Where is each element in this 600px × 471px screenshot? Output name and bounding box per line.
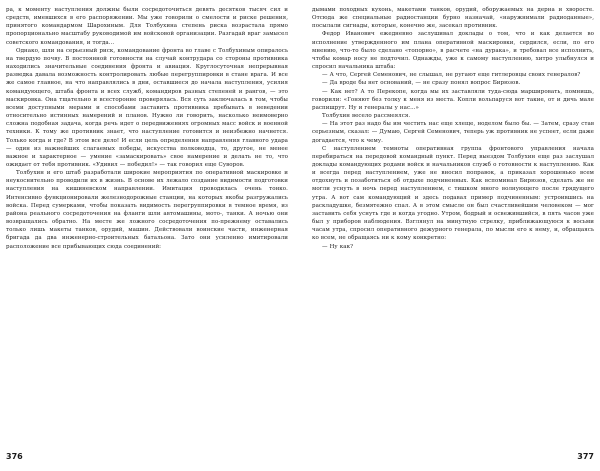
paragraph: дымами походных кухонь, макетами танков, орудий, оборужаемых на дерна и хворосте. Отсюда же специальные радиостанции бурно назначай, «наружнимали радиоданные», посылали сигнады, которые, конечно же, засекал противник.	[312, 7, 594, 30]
paragraph: С наступлением темноты оперативная группа фронтового управления начала перебираться на передовой командный пункт. Перед выездом Толбухин еще раз заслушал доклады командующих родами войск и начальников служб о готовности к наступлению. Как и всегда перед наступлением, уже не вносил поправок, а приказал хорошенько всем отдохнуть и позаботиться об отдыхе подчиненных. Как вспоминал Бирюзов, сделать же не могли уснуть в ночь перед наступлением, с тишком много волнующего после грядущего утра. А вот сам командующий и здесь подавал пример подчиненным: устроившись на раскладушке, безмятежно спал. А в этом смысле он был счастливейшим человеком — мог заставить себя уснуть где и когда угодно. Утром, бодрый и освежившийся, в пять часов уже был у приборов наблюдения. Взглянул на минутную стрелку, приближающуюся к восьми часам утра, спросил оперативного дежурного генерала, по мысли его к нему, и, обращаясь ко всем, не обращаясь ни к кому конкретно:	[312, 145, 594, 242]
paragraph: Толбухин и его штаб разработали широкие мероприятия по оперативной маскировке и неукоснительно проводили их в жизнь. В основе их лежало создание видимости подготовки наступления на кишиневском направлении. Имитация проводилась очень тонко. Интенсивно функционировали железнодорожные станции, на которых якобы разгружались войска. Перед сумерками, чтобы показать видимость перегруппировки в темное время, из района реального сосредоточения на фланги шли автомашины, мото-, танки. А ночью они возвращались обратно. На месте же ложного сосредоточения по-прежнему оставались только лишь макеты танков, орудий, машин. Действовали воинские части, инженерная бригада да два инженерно-строительных батальона. Зато они усиленно имитировали расположение все прибывающих сюда соединений:	[6, 170, 288, 250]
page-number: 376	[6, 452, 23, 461]
right-page-body	[312, 6, 594, 251]
paragraph: — Как нет? А то Перекопе, когда мы их заставляли туда-сюда маршировать, помнишь, говорили: «Гоняют без толку к меня из места. Копли вольпаруся вот такие, от и дичь мале распишрут. Ну и генералы у нас...»	[312, 88, 594, 111]
right-page	[312, 6, 594, 461]
paragraph: Толбухин весело рассмеялся.	[322, 113, 411, 120]
paragraph: ра, к моменту наступления должны были сосредоточиться девять десятков тысяч сил и средств, имевшихся в его распоряжении. Мы уже говорили о смелости и риске решения, принятого командармом Шарохиным. Для Толбухина степень риска возрастала прямо пропорционально масштабу руководимой им войсковой организации. Разгадай враг замысел советского командования, и тогда...	[6, 7, 288, 46]
left-page	[6, 6, 288, 461]
paragraph: — Ну как?	[322, 243, 354, 250]
paragraph: Однако, шли на серьезный риск, командование фронта во главе с Толбухиным опиралось на твердую почву. В постоянной готовности на случай контрудара со стороны противника находились значительные соединения фронта и авиация. Круглосуточная непрерывная разведка давала возможность контролировать любые перегруппировки в стане врага. И все же самое главное, на что направлялись в дни, оставшиеся до начала наступления, усилия командующего, штаба фронта и всех служб, командиров разных степеней и рангов, — это маскировка. Она тщательно и всесторонне проверялась. Вся суть заключалась в том, чтобы всеми доступными мерами и способами заставить противника пребывать в неведении относительно истинных намерений и планов. Нужно ли говорить, насколько неимоверно сложна подобная задача, когда речь идет о передвижениях огромных масс войск и военной техники. К тому же противник знает, что наступление готовится и неизбежно начнется. Только когда и где? В этом все дело! И если цель определения направления главного удара — один из важнейших слагаемых победы, искусства полководца, то, другое, не менее важное и характерное — умение «замаскировать» свое намерение и делать не то, что ожидает от тебя противник. «Удивил — победил!» — так говорил еще Суворов.	[6, 47, 288, 168]
paragraph: — Да вроде бы нет оснований, — не сразу понял вопрос Бирюзов.	[322, 80, 521, 87]
page-number: 377	[577, 452, 594, 461]
paragraph: — А что, Сергей Семенович, не слышал, не ругают еще гитлеровцы своих генералов?	[322, 72, 581, 79]
paragraph: — На этот раз надо бы им честить нас еще хлеще, ноделом было бы. — Затем, сразу став серьезным, сказал: — Думаю, Сергей Семенович, теперь уж противник не успеет, если даже догадается, что к чему.	[312, 121, 594, 144]
paragraph: Федор Иванович ежедневно заслушивал доклады о том, что и как делается во исполнение утвержденного им плана оперативной маскировки, сердился, если, по его мнению, что-то было сделано «топорно», в расчете «на дурака», и требовал все исполнить, чтобы комар носу не подточил. Однажды, уже к самому наступлению, хитро улыбнулся и спросил начальника штаба:	[312, 31, 594, 71]
left-page-body	[6, 6, 288, 251]
